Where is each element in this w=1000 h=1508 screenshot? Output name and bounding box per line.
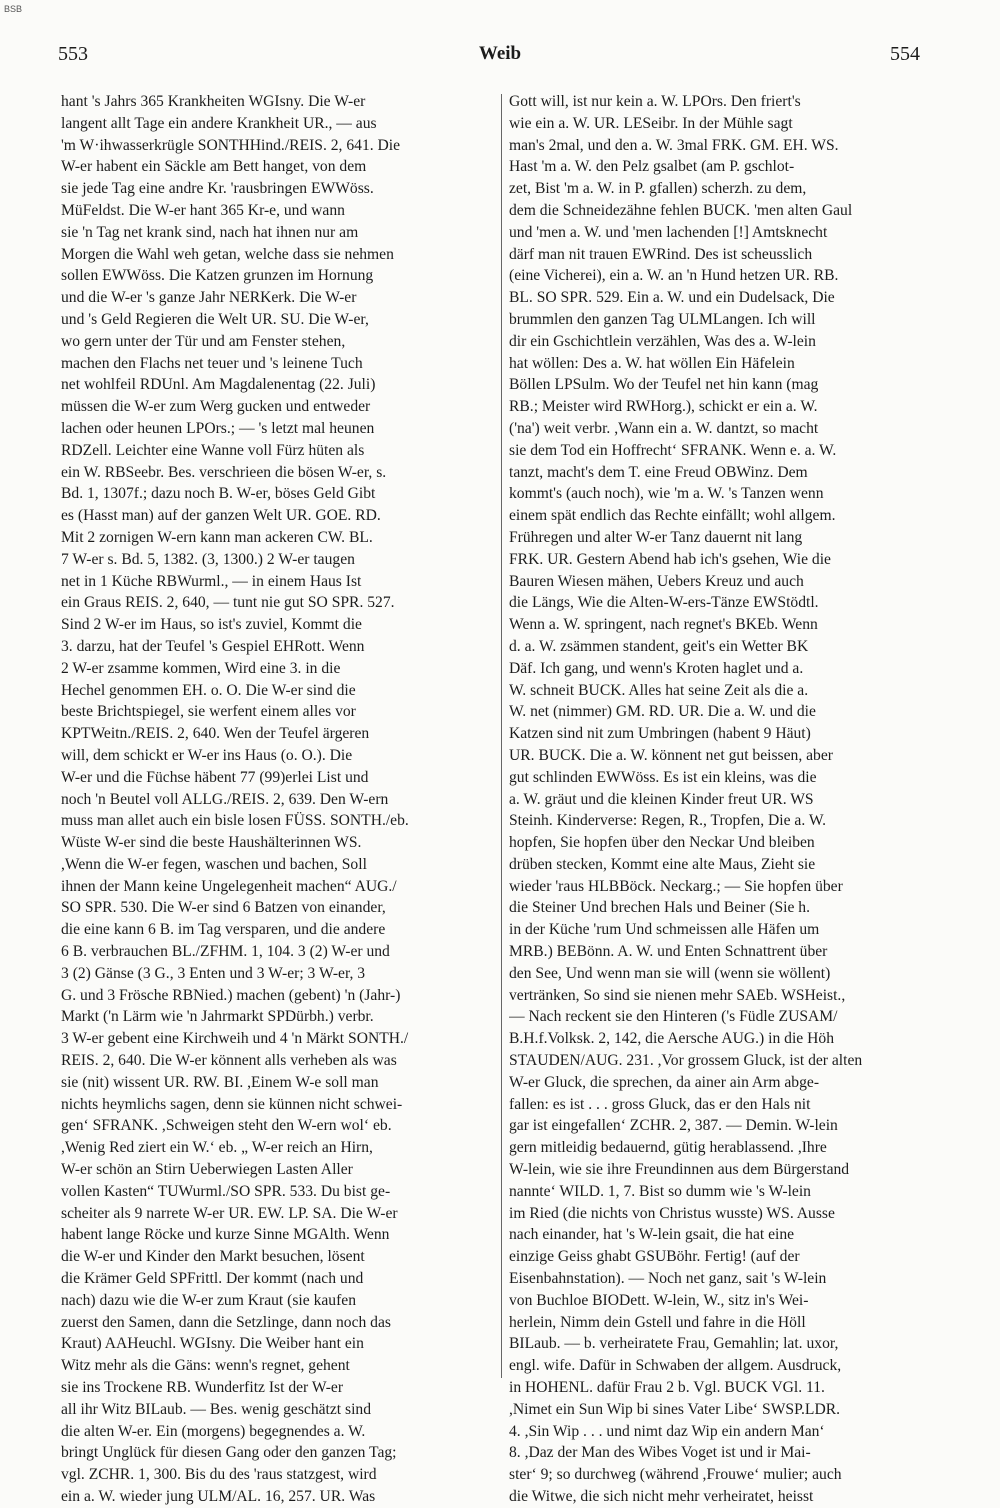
left-column-line: W-er habent ein Säckle am Bett hanget, von dem xyxy=(61,158,367,176)
right-column-line: engl. wife. Dafür in Schwaben der allgem. Ausdruck, xyxy=(509,1357,842,1375)
right-column-line: die Steiner Und brechen Hals und Beiner (Sie h. xyxy=(509,899,810,917)
left-column-line: beste Brichtspiegel, sie werfent einem alles vor xyxy=(61,703,356,721)
right-column-line: und 'men a. W. und 'men lachenden [!] Amtsknecht xyxy=(509,223,828,241)
left-column-line: sie ins Trockene RB. Wunderfitz Ist der W-er xyxy=(61,1379,344,1397)
left-column-line: Mit 2 zornigen W-ern kann man ackeren CW. BL. xyxy=(61,528,373,546)
right-column-line: W. net (nimmer) GM. RD. UR. Die a. W. und die xyxy=(509,703,816,721)
left-column-line: Markt ('n Lärm wie 'n Jahrmarkt SPDürbh.) verbr. xyxy=(61,1008,374,1026)
right-column-line: RB.; Meister wird RWHorg.), schickt er ein a. W. xyxy=(509,398,818,416)
right-column-line: ster‘ 9; so durchweg (während ,Frouwe‘ mulier; auch xyxy=(509,1466,842,1484)
left-column-line: SO SPR. 530. Die W-er sind 6 Batzen von einander, xyxy=(61,899,386,917)
right-column-line: dem die Schneidezähne fehlen BUCK. 'men alten Gaul xyxy=(509,201,853,219)
right-column-line: UR. BUCK. Die a. W. könnent net gut beissen, aber xyxy=(509,746,833,764)
right-column-line: zet, Bist 'm a. W. in P. gfallen) scherzh. zu dem, xyxy=(509,180,807,198)
right-column-line: B.H.f.Volksk. 2, 142, die Aersche AUG.) in die Höh xyxy=(509,1030,834,1048)
left-column-line: ein W. RBSeebr. Bes. verschrieen die bösen W-er, s. xyxy=(61,463,387,481)
right-column-line: a. W. gräut und die kleinen Kinder freut UR. WS xyxy=(509,790,814,808)
left-column-line: REIS. 2, 640. Die W-er könnent alls verheben als was xyxy=(61,1052,397,1070)
right-column-line: gern mitleidig bedauernd, gütig herablassend. ,Ihre xyxy=(509,1139,827,1157)
left-column-line: die W-er und Kinder den Markt besuchen, lösent xyxy=(61,1248,365,1266)
right-column-line: Wenn a. W. springent, nach regnet's BKEb. Wenn xyxy=(509,616,818,634)
left-column-line: es (Hasst man) auf der ganzen Welt UR. GOE. RD. xyxy=(61,507,381,525)
left-column-line: Witz mehr als die Gäns: wenn's regnet, gehent xyxy=(61,1357,350,1375)
left-column-line: die eine kann 6 B. im Tag versparen, und die andere xyxy=(61,921,386,939)
left-column-line: ,Wenn die W-er fegen, waschen und bachen, Soll xyxy=(61,855,367,873)
right-column-line: W. schneit BUCK. Alles hat seine Zeit als die a. xyxy=(509,681,809,699)
left-column-line: zuerst den Samen, dann die Setzlinge, dann noch das xyxy=(61,1313,391,1331)
left-column-line: Kraut) AAHeuchl. WGIsny. Die Weiber hant ein xyxy=(61,1335,364,1353)
left-column-line: ,Wenig Red ziert ein W.‘ eb. „ W-er reich an Hirn, xyxy=(61,1139,373,1157)
right-column-line: STAUDEN/AUG. 231. ,Vor grossem Gluck, ist der alten xyxy=(509,1052,863,1070)
left-column-line: und 's Geld Regieren die Welt UR. SU. Die W-er, xyxy=(61,310,369,328)
right-column-line: kommt's (auch noch), wie 'm a. W. 's Tanzen wenn xyxy=(509,485,824,503)
left-column-line: 2 W-er zsamme kommen, Wird eine 3. in die xyxy=(61,659,341,677)
right-column-line: im Ried (die nichts von Christus wusste) WS. Ausse xyxy=(509,1204,835,1222)
right-column-line: nach einander, hat 's W-lein gsait, die hat eine xyxy=(509,1226,795,1244)
right-column-line: ,Nimet ein Sun Wip bi sines Vater Libe‘ SWSP.LDR. xyxy=(509,1400,841,1418)
left-column-line: ein a. W. wieder jung ULM/AL. 16, 257. UR. Was xyxy=(61,1488,376,1505)
left-column-line: gen‘ SFRANK. ,Schweigen steht den W-ern wol‘ eb. xyxy=(61,1117,392,1135)
right-column-line: — Nach reckent sie den Hinteren ('s Füdle ZUSAM/ xyxy=(509,1008,838,1026)
left-column-line: wo gern unter der Tür und am Fenster stehen, xyxy=(61,332,346,350)
left-column-line: Wüste W-er sind die beste Haushälterinnen WS. xyxy=(61,834,362,852)
left-column-line: Sind 2 W-er im Haus, so ist's zuviel, Kommt die xyxy=(61,616,362,634)
right-column-line: den See, Und wenn man sie will (wenn sie wöllent) xyxy=(509,964,831,982)
left-column-line: W-er und die Füchse häbent 77 (99)erlei List und xyxy=(61,768,369,786)
left-column-line: 7 W-er s. Bd. 5, 1382. (3, 1300.) 2 W-er taugen xyxy=(61,550,355,568)
right-column-line: (eine Vicherei), ein a. W. an 'n Hund hetzen UR. RB. xyxy=(509,267,839,285)
right-column-line: ('na') weit verbr. ,Wann ein a. W. dantzt, so macht xyxy=(509,419,819,437)
left-column-line: MüFeldst. Die W-er hant 365 Kr-e, und wann xyxy=(61,201,345,219)
left-column-line: 3 W-er gebent eine Kirchweih und 4 'n Märkt SONTH./ xyxy=(61,1030,409,1048)
left-column-line: habent lange Röcke und kurze Sinne MGAlth. Wenn xyxy=(61,1226,390,1244)
left-column-line: und die W-er 's ganze Jahr NERKerk. Die W-er xyxy=(61,289,357,307)
right-column-line: die Witwe, die sich nicht mehr verheiratet, heisst xyxy=(509,1488,814,1505)
right-column-line: sie dem Tod ein Hoffrecht‘ SFRANK. Wenn e. a. W. xyxy=(509,441,837,459)
left-column-line: noch 'n Beutel voll ALLG./REIS. 2, 639. Den W-ern xyxy=(61,790,389,808)
left-column-line: vollen Kasten“ TUWurml./SO SPR. 533. Du bist ge- xyxy=(61,1182,391,1200)
left-column-line: sollen EWWöss. Die Katzen grunzen im Hornung xyxy=(61,267,374,285)
left-column-line: Hechel genommen EH. o. O. Die W-er sind die xyxy=(61,681,356,699)
left-column-line: 6 B. verbrauchen BL./ZFHM. 1, 104. 3 (2) W-er und xyxy=(61,943,390,961)
left-column-line: bringt Unglück für diesen Gang oder den ganzen Tag; xyxy=(61,1444,397,1462)
right-column-line: Bauren Wiesen mähen, Uebers Kreuz und auch xyxy=(509,572,804,590)
left-column-line: nichts heymlichs sagen, denn sie künnen nicht schwei- xyxy=(61,1095,403,1113)
left-column-line: net in 1 Küche RBWurml., — in einem Haus Ist xyxy=(61,572,362,590)
right-column-line: 4. ,Sin Wip . . . und nimt daz Wip ein andern Man‘ xyxy=(509,1422,825,1440)
right-column-line: därf man nit trauen EWRind. Des ist scheusslich xyxy=(509,245,813,263)
right-column-line: BL. SO SPR. 529. Ein a. W. und ein Dudelsack, Die xyxy=(509,289,835,307)
left-column-line: hant 's Jahrs 365 Krankheiten WGIsny. Die W-er xyxy=(61,93,366,110)
right-column-line: man's 2mal, und den a. W. 3mal FRK. GM. EH. WS. xyxy=(509,136,839,154)
right-column-line: tanzt, macht's dem T. eine Freud OBWinz. Dem xyxy=(509,463,808,481)
left-column-line: scheiter als 9 narrete W-er UR. EW. LP. SA. Die W-er xyxy=(61,1204,398,1222)
left-column-line: vgl. ZCHR. 1, 300. Bis du des 'raus statzgest, wird xyxy=(61,1466,377,1484)
left-column-line: RDZell. Leichter eine Wanne voll Fürz hüten als xyxy=(61,441,365,459)
right-column-line: fallen: es ist . . . gross Gluck, das er den Hals nit xyxy=(509,1095,811,1113)
right-column-line: herlein, Nimm dein Gstell und fahre in die Höll xyxy=(509,1313,806,1331)
right-column-line: FRK. UR. Gestern Abend hab ich's gsehen, Wie die xyxy=(509,550,831,568)
right-column-line: von Buchloe BIODett. W-lein, W., sitz in's Wei- xyxy=(509,1291,809,1309)
right-column-line: dir ein Gschichtlein verzählen, Was des a. W-lein xyxy=(509,332,816,350)
left-column-line: machen den Flachs net teuer und 's leinene Tuch xyxy=(61,354,363,372)
left-column-line: lachen oder heunen LPOrs.; — 's letzt mal heunen xyxy=(61,419,375,437)
left-column-line: Morgen die Wahl weh getan, welche dass sie nehmen xyxy=(61,245,394,263)
left-column-line: ein Graus REIS. 2, 640, — tunt nie gut SO SPR. 527. xyxy=(61,594,395,612)
left-column-line: KPTWeitn./REIS. 2, 640. Wen der Teufel ärgeren xyxy=(61,725,370,743)
left-column-line: will, dem schickt er W-er ins Haus (o. O.). Die xyxy=(61,746,353,764)
right-column-line: gut schlinden EWWöss. Es ist ein kleins, was die xyxy=(509,768,817,786)
left-column-line: sie 'n Tag net krank sind, nach hat ihnen nur am xyxy=(61,223,359,241)
right-column-line: BILaub. — b. verheiratete Frau, Gemahlin; lat. uxor, xyxy=(509,1335,839,1353)
left-column-line: die Krämer Geld SPFrittl. Der kommt (nach und xyxy=(61,1270,364,1288)
running-head-title: Weib xyxy=(478,43,522,64)
right-column-line: hopfen, Sie hopfen über den Neckar Und bleiben xyxy=(509,834,815,852)
right-column-line: vertränken, So sind sie nienen mehr SAEb. WSHeist., xyxy=(509,986,846,1004)
right-column-line: wie ein a. W. UR. LESeibr. In der Mühle sagt xyxy=(509,114,793,132)
right-column-line: in der Küche 'rum Und schmeissen alle Häfen um xyxy=(509,921,820,939)
left-column-line: net wohlfeil RDUnl. Am Magdalenentag (22. Juli) xyxy=(61,376,376,394)
left-column-line: G. und 3 Frösche RBNied.) machen (gebent) 'n (Jahr-) xyxy=(61,986,401,1004)
right-page-number: 554 xyxy=(890,43,920,65)
right-column-line: drüben stecken, Kommt eine alte Maus, Zieht sie xyxy=(509,855,816,873)
left-column-line: 'm W·ihwasserkrügle SONTHHind./REIS. 2, 641. Die xyxy=(61,136,401,154)
right-column-line: einzige Geiss ghabt GSUBöhr. Fertig! (auf der xyxy=(509,1248,800,1266)
column-divider xyxy=(501,94,502,1378)
left-column-line: muss man allet auch ein bisle losen FÜSS. SONTH./eb. xyxy=(61,812,409,830)
left-column-line: Bd. 1, 1307f.; dazu noch B. W-er, böses Geld Gibt xyxy=(61,485,376,503)
left-column-line: W-er schön an Stirn Ueberwiegen Lasten Aller xyxy=(61,1161,353,1179)
left-column-line: 3. darzu, hat der Teufel 's Gespiel EHRott. Wenn xyxy=(61,637,365,655)
right-column-line: Katzen sind nit zum Umbringen (habent 9 Häut) xyxy=(509,725,811,743)
right-column-line: Gott will, ist nur kein a. W. LPOrs. Den friert's xyxy=(509,93,801,110)
right-column-line: hat wöllen: Des a. W. hat wöllen Ein Häfelein xyxy=(509,354,795,372)
right-column-line: nannte‘ WILD. 1, 7. Bist so dumm wie 's W-lein xyxy=(509,1182,811,1200)
right-column-line: W-er Gluck, die sprechen, da ainer ain Arm abge- xyxy=(509,1073,820,1091)
right-column-line: Eisenbahnstation). — Noch net ganz, sait 's W-lein xyxy=(509,1270,827,1288)
left-column-line: all ihr Witz BILaub. — Bes. wenig geschätzt sind xyxy=(61,1400,372,1418)
left-column-line: langent allt Tage ein andere Krankheit UR., — aus xyxy=(61,114,377,132)
right-column-line: Steinh. Kinderverse: Regen, R., Tropfen, Die a. W. xyxy=(509,812,827,830)
right-column-line: wieder 'raus HLBBöck. Neckarg.; — Sie hopfen über xyxy=(509,877,843,895)
right-column xyxy=(509,91,934,1508)
right-column-line: Däf. Ich gang, und wenn's Kroten haglet und a. xyxy=(509,659,804,677)
right-column-line: Hast 'm a. W. den Pelz gsalbet (am P. gschlot- xyxy=(509,158,795,176)
left-column-line: die alten W-er. Ein (morgens) begegnendes a. W. xyxy=(61,1422,366,1440)
left-column xyxy=(61,91,495,1508)
library-stamp: BSB xyxy=(4,4,23,14)
right-column-line: brummlen den ganzen Tag ULMLangen. Ich will xyxy=(509,310,816,328)
right-column-line: in HOHENL. dafür Frau 2 b. Vgl. BUCK VGl. 11. xyxy=(509,1379,825,1397)
left-page-number: 553 xyxy=(58,43,88,65)
right-column-line: einem spät endlich das Rechte einfällt; wohl allgem. xyxy=(509,507,836,525)
left-column-line: nach) dazu wie die W-er zum Kraut (sie kaufen xyxy=(61,1291,356,1309)
left-column-line: 3 (2) Gänse (3 G., 3 Enten und 3 W-er; 3 W-er, 3 xyxy=(61,964,366,982)
left-column-line: müssen die W-er zum Werg gucken und entweder xyxy=(61,398,371,416)
right-column-line: d. a. W. zsämmen standent, geit's ein Wetter BK xyxy=(509,637,809,655)
left-column-line: sie (nit) wissent UR. RW. BI. ,Einem W-e soll man xyxy=(61,1073,379,1091)
right-column-line: Frühregen und alter W-er Tanz dauernt nit lang xyxy=(509,528,803,546)
right-column-line: W-lein, wie sie ihre Freundinnen aus dem Bürgerstand xyxy=(509,1161,850,1179)
right-column-line: die Längs, Wie die Alten-W-ers-Tänze EWStödtl. xyxy=(509,594,819,612)
left-column-line: sie jede Tag eine andre Kr. 'rausbringen EWWöss. xyxy=(61,180,374,198)
right-column-line: Böllen LPSulm. Wo der Teufel net hin kann (mag xyxy=(509,376,819,394)
right-column-line: gar ist eingefallen‘ ZCHR. 2, 387. — Demin. W-lein xyxy=(509,1117,838,1135)
left-column-line: ihnen der Mann keine Ungelegenheit machen“ AUG./ xyxy=(61,877,397,895)
right-column-line: 8. ,Daz der Man des Wibes Voget ist und ir Mai- xyxy=(509,1444,811,1462)
right-column-line: MRB.) BEBönn. A. W. und Enten Schnattrent über xyxy=(509,943,828,961)
